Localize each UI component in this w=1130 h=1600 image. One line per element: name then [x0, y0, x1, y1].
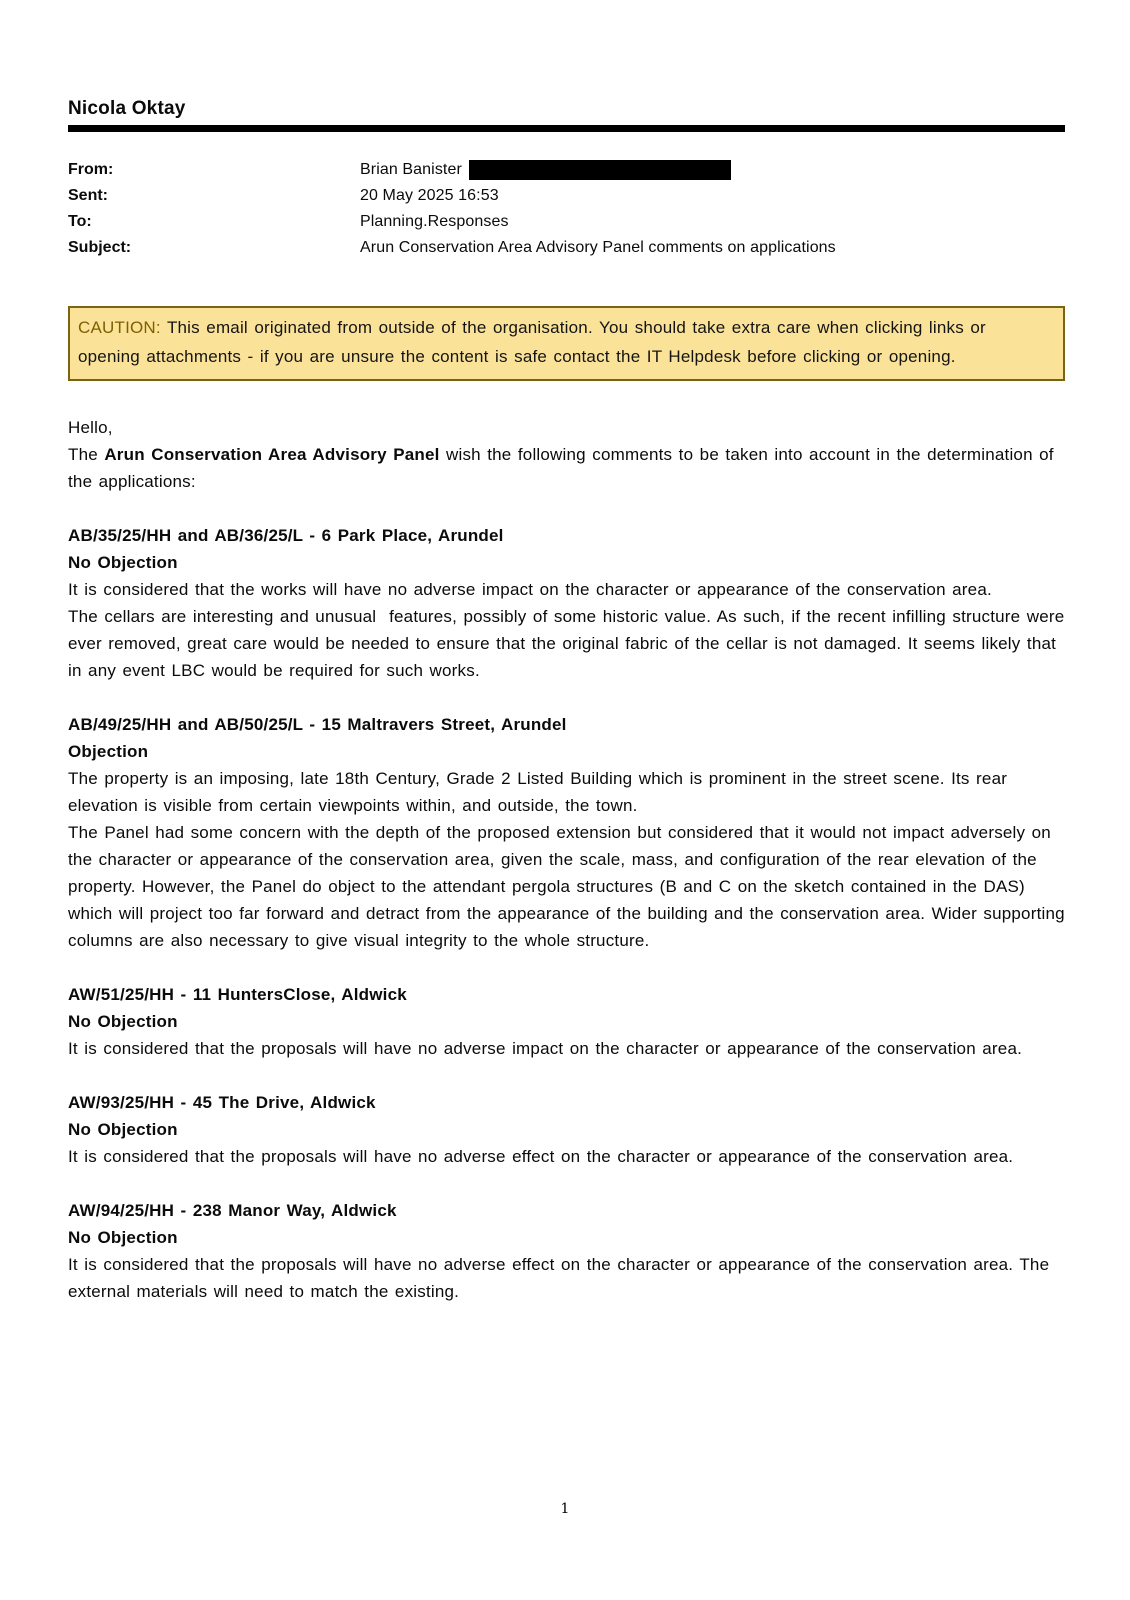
greeting: Hello, [68, 418, 113, 437]
comment-paragraph: The Panel had some concern with the depth of the proposed extension but considered that it would not impact adversely on the character or appearance of the conservation area, given the scale, mass, and configuration of the rear elevation of the property. However, the Panel do object to the attendant pergola structures (B and C on the sketch contained in the DAS) which will project too far forward and detract from the appearance of the building and the conservation area. Wider supporting columns are also necessary to give visual integrity to the whole structure. [68, 823, 1072, 950]
application-reference-heading: AB/49/25/HH and AB/50/25/L - 15 Maltravers Street, Arundel [68, 715, 567, 734]
panel-name: Arun Conservation Area Advisory Panel [104, 445, 440, 464]
email-header-fields [68, 157, 1065, 261]
application-reference-heading: AB/35/25/HH and AB/36/25/L - 6 Park Place, Arundel [68, 526, 504, 545]
application-section [68, 981, 1068, 1062]
decision-heading: No Objection [68, 553, 178, 572]
greeting-block [68, 414, 1068, 495]
application-reference-heading: AW/94/25/HH - 238 Manor Way, Aldwick [68, 1201, 397, 1220]
application-section [68, 711, 1072, 954]
comment-paragraph: The cellars are interesting and unusual features, possibly of some historic value. As such, if the recent infilling structure were ever removed, great care would be needed to ensure that the original fabric of the cellar is not damaged. It seems likely that in any event LBC would be required for such works. [68, 607, 1071, 680]
title-divider [68, 125, 1065, 132]
decision-heading: No Objection [68, 1228, 178, 1247]
decision-heading: Objection [68, 742, 149, 761]
page-number: 1 [560, 1501, 570, 1517]
caution-label: CAUTION: [78, 318, 161, 337]
application-section [68, 1197, 1068, 1305]
caution-banner [68, 306, 1065, 381]
header-field-row [68, 235, 1065, 261]
header-field-label: Sent: [68, 187, 108, 204]
header-field-row [68, 183, 1065, 209]
header-field-row [68, 157, 1065, 183]
application-section [68, 522, 1071, 684]
header-field-value: Brian Banister [360, 157, 731, 183]
comment-paragraph: It is considered that the works will have no adverse impact on the character or appearance of the conservation area. [68, 580, 992, 599]
intro-prefix: The [68, 445, 105, 464]
header-field-value: Planning.Responses [360, 213, 509, 230]
application-reference-heading: AW/51/25/HH - 11 HuntersClose, Aldwick [68, 985, 407, 1004]
decision-heading: No Objection [68, 1120, 178, 1139]
redaction-box [469, 160, 731, 180]
decision-heading: No Objection [68, 1012, 178, 1031]
comment-paragraph: The property is an imposing, late 18th Century, Grade 2 Listed Building which is prominent in the street scene. Its rear elevation is visible from certain viewpoints within, and outside, the town. [68, 769, 1014, 815]
header-field-value: Arun Conservation Area Advisory Panel comments on applications [360, 239, 836, 256]
page-title: Nicola Oktay [68, 98, 186, 119]
header-field-row [68, 209, 1065, 235]
sections-container [68, 522, 1072, 1305]
header-field-label: From: [68, 161, 114, 178]
intro-paragraph [68, 441, 1068, 495]
caution-text: This email originated from outside of the organisation. You should take extra care when clicking links or opening attachments - if you are unsure the content is safe contact the IT Helpdesk before clicking or opening. [78, 318, 986, 366]
email-body [68, 414, 1072, 1305]
intro-suffix: wish the following comments to be taken into account in the determination of the applications: [68, 445, 1061, 491]
application-section [68, 1089, 1068, 1170]
comment-paragraph: It is considered that the proposals will have no adverse impact on the character or appearance of the conservation area. [68, 1039, 1023, 1058]
comment-paragraph: It is considered that the proposals will have no adverse effect on the character or appearance of the conservation area. [68, 1147, 1014, 1166]
header-field-label: Subject: [68, 239, 132, 256]
application-reference-heading: AW/93/25/HH - 45 The Drive, Aldwick [68, 1093, 376, 1112]
header-field-label: To: [68, 213, 92, 230]
comment-paragraph: It is considered that the proposals will have no adverse effect on the character or appearance of the conservation area. The external materials will need to match the existing. [68, 1255, 1056, 1301]
header-field-value: 20 May 2025 16:53 [360, 187, 499, 204]
